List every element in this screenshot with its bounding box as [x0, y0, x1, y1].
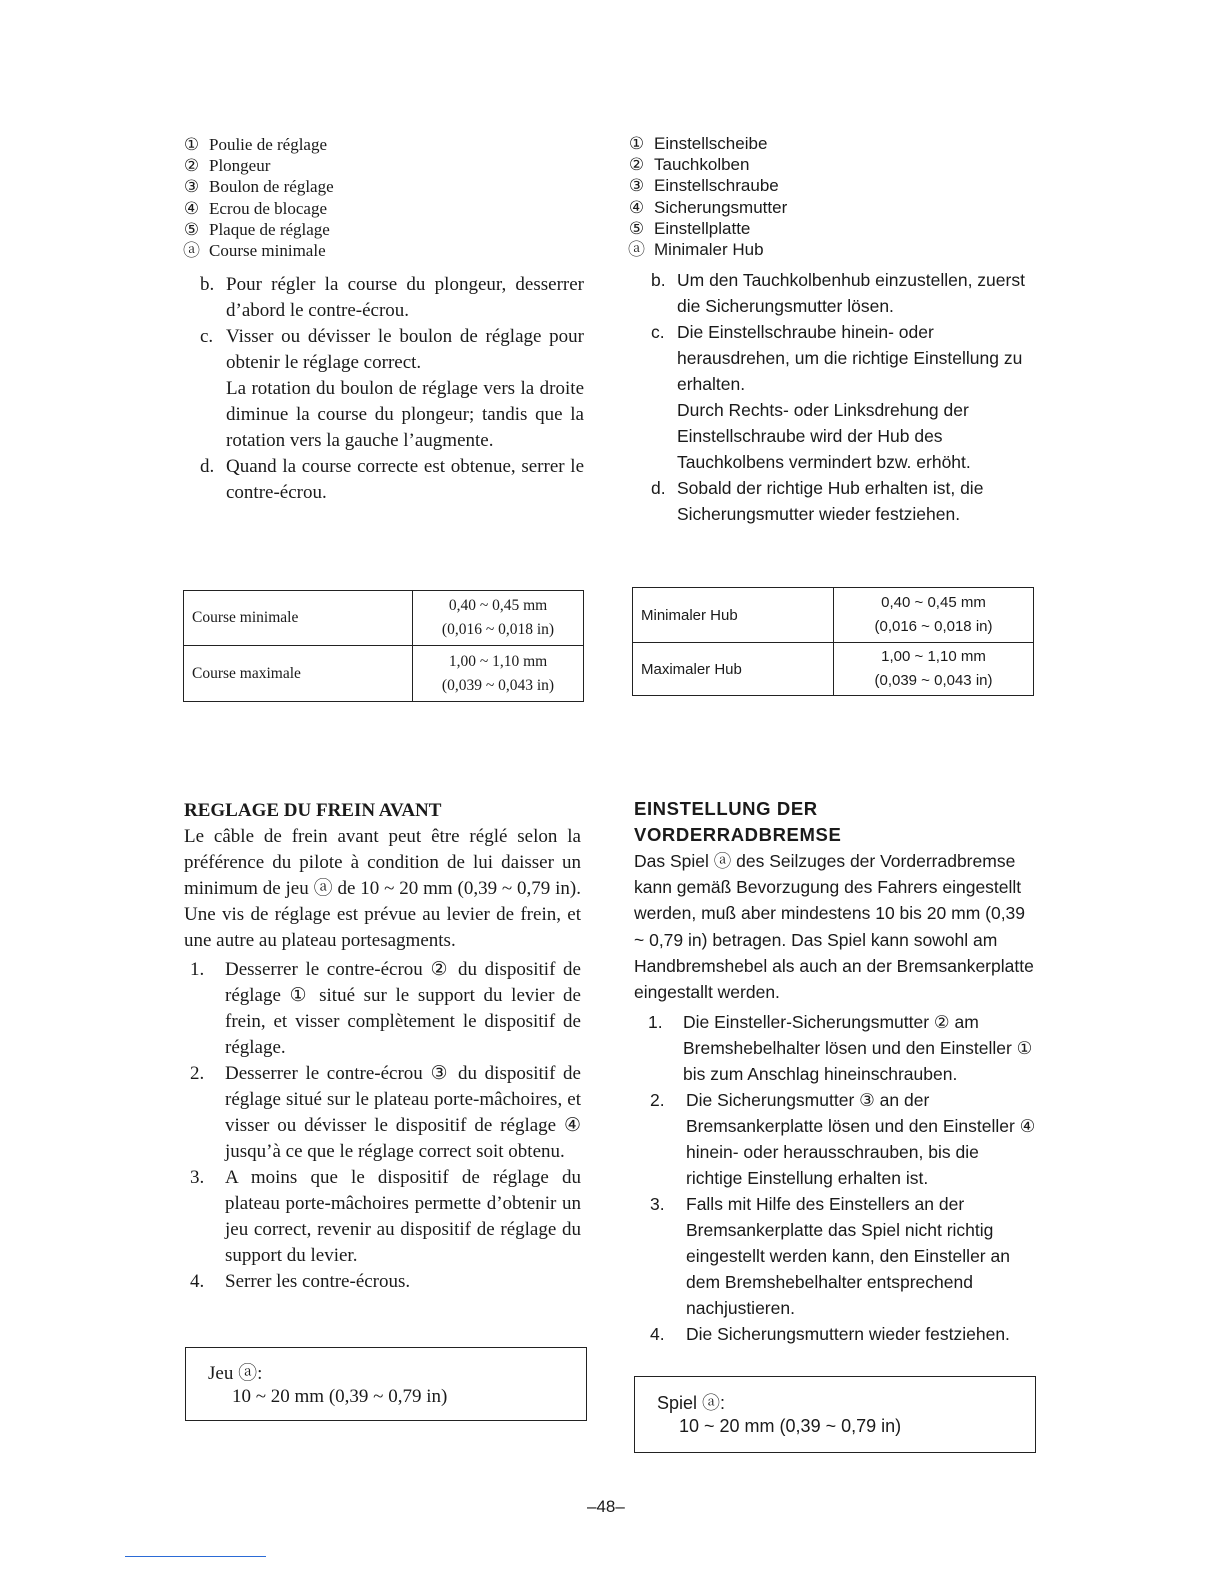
footer-rule [125, 1556, 266, 1557]
de-step-b [651, 267, 1041, 319]
step-text: Desserrer le contre-écrou ② du dispositif de réglage ① situé sur le support du levier de frein, et visser complètement le dispositif de réglage. [225, 959, 581, 1058]
de-stroke-spec-table [632, 587, 1034, 696]
legend-label: Einstellplatte [654, 218, 751, 238]
de-legend-item [628, 175, 1028, 196]
spec-value-in: (0,039 ~ 0,043 in) [441, 676, 555, 694]
step-marker: 4. [650, 1324, 665, 1345]
de-legend-item [628, 218, 1028, 239]
callout-number: ④ [628, 197, 645, 217]
step-text: Die Einsteller-Sicherungsmutter ② am Bremshebelhalter lösen und den Einsteller ① bis zum Anschlag hineinschrauben. [683, 1012, 1033, 1085]
fr-step-b [200, 272, 584, 324]
legend-label: Einstellschraube [654, 176, 779, 196]
fr-brake-section [184, 798, 581, 1295]
de-freeplay-spec-box [634, 1376, 1036, 1453]
step-marker: 3. [650, 1194, 665, 1215]
step-marker: 2. [650, 1090, 665, 1111]
step-marker: b. [200, 274, 215, 295]
spec-label: Course minimale [184, 591, 413, 646]
legend-label: Einstellscheibe [654, 134, 768, 153]
callout-number: ⑤ [628, 218, 645, 238]
callout-number: ⓐ [628, 240, 645, 260]
fr-stroke-spec-table [183, 590, 584, 702]
step-marker: d. [200, 456, 215, 477]
step-marker: c. [651, 322, 665, 342]
spec-box-label: Spiel ⓐ: [657, 1393, 726, 1413]
spec-label: Course maximale [184, 646, 413, 702]
legend-label: Poulie de réglage [209, 135, 328, 154]
step-text: Serrer les contre-écrous. [225, 1271, 411, 1292]
fr-legend-block [183, 134, 583, 261]
fr-brake-step-4 [184, 1269, 581, 1295]
fr-legend [183, 134, 583, 261]
de-brake-step-3 [634, 1191, 1036, 1321]
fr-brake-heading: REGLAGE DU FREIN AVANT [184, 800, 442, 821]
step-text: Die Sicherungsmuttern wieder festziehen. [686, 1324, 1010, 1345]
legend-label: Course minimale [209, 241, 326, 261]
step-marker: b. [651, 270, 666, 290]
callout-number: ③ [628, 176, 645, 196]
heading-line: EINSTELLUNG DER [634, 798, 818, 819]
de-brake-step-4 [634, 1321, 1036, 1347]
spec-box-label: Jeu ⓐ: [208, 1363, 263, 1384]
step-text: Um den Tauchkolbenhub einzustellen, zuerst die Sicherungsmutter lösen. [677, 270, 1025, 316]
callout-number: ⓐ [183, 241, 200, 261]
de-brake-section [634, 796, 1036, 1347]
fr-brake-step-3 [184, 1165, 581, 1269]
step-text: Sobald der richtige Hub erhalten ist, die Sicherungsmutter wieder festziehen. [677, 478, 984, 524]
step-marker: c. [200, 326, 214, 347]
callout-number: ④ [183, 198, 200, 218]
spec-value [834, 588, 1034, 643]
step-text: Falls mit Hilfe des Einstellers an der Bremsankerplatte das Spiel nicht richtig eingestellt werden kann, den Einsteller an dem Bremshebelhalter entsprechend nachjustieren. [686, 1194, 1010, 1319]
legend-label: Plaque de réglage [209, 219, 330, 239]
legend-label: Minimaler Hub [654, 240, 764, 260]
spec-label: Maximaler Hub [633, 643, 834, 696]
fr-freeplay-spec-box [185, 1347, 587, 1421]
table-row [633, 643, 1034, 696]
de-legend [628, 133, 1028, 260]
spec-value-mm: 1,00 ~ 1,10 mm [448, 652, 548, 670]
callout-number: ② [628, 155, 645, 175]
de-legend-item [628, 239, 1028, 260]
fr-brake-step-2 [184, 1061, 581, 1165]
de-legend-block [628, 133, 1028, 260]
de-brake-heading [634, 796, 1036, 848]
de-procedure-upper [651, 267, 1041, 527]
de-legend-item [628, 133, 1028, 154]
table-row [184, 591, 584, 646]
fr-legend-item [183, 240, 583, 261]
callout-number: ① [183, 135, 200, 154]
de-brake-step-1 [634, 1009, 1036, 1087]
callout-number: ② [183, 156, 200, 176]
step-text: Visser ou dévisser le boulon de réglage pour obtenir le réglage correct. [226, 326, 584, 373]
legend-label: Ecrou de blocage [209, 198, 327, 218]
legend-label: Plongeur [209, 156, 271, 176]
spec-value-mm: 1,00 ~ 1,10 mm [881, 648, 986, 665]
fr-legend-item [183, 155, 583, 176]
step-marker: 2. [190, 1063, 205, 1084]
fr-legend-item [183, 176, 583, 197]
spec-value-in: (0,016 ~ 0,018 in) [874, 618, 993, 635]
step-marker: 1. [190, 959, 205, 980]
step-marker: 3. [190, 1167, 205, 1188]
step-text: Desserrer le contre-écrou ③ du dispositif de réglage situé sur le plateau porte-mâchoires, et visser ou dévisser le dispositif de réglage ④ jusqu’à ce que le réglage correct soit obtenu. [225, 1063, 581, 1162]
spec-value [413, 591, 584, 646]
spec-box-value: 10 ~ 20 mm (0,39 ~ 0,79 in) [232, 1386, 448, 1407]
de-legend-item [628, 154, 1028, 175]
step-marker: 1. [648, 1012, 663, 1033]
fr-brake-step-1 [184, 957, 581, 1061]
step-text: A moins que le dispositif de réglage du plateau porte-mâchoires permette d’obtenir un jeu correct, revenir au dispositif de réglage du support du levier. [225, 1167, 581, 1266]
step-marker: d. [651, 478, 666, 498]
table-row [633, 588, 1034, 643]
spec-value-in: (0,039 ~ 0,043 in) [874, 672, 993, 689]
spec-value-mm: 0,40 ~ 0,45 mm [448, 597, 548, 614]
de-step-d [651, 475, 1041, 527]
de-step-c [651, 319, 1041, 475]
fr-legend-item [183, 198, 583, 219]
table-row [184, 646, 584, 702]
step-text: Die Sicherungsmutter ③ an der Bremsankerplatte lösen und den Einsteller ④ hinein- oder herausschrauben, bis die richtige Einstellung erhalten ist. [686, 1090, 1036, 1189]
callout-number: ③ [183, 177, 200, 197]
callout-number: ⑤ [183, 219, 200, 239]
spec-value [413, 646, 584, 702]
heading-line: VORDERRADBREMSE [634, 824, 842, 845]
step-text: Die Einstellschraube hinein- oder herausdrehen, um die richtige Einstellung zu erhalten. [677, 322, 1023, 394]
legend-label: Tauchkolben [654, 155, 750, 175]
step-text: Quand la course correcte est obtenue, serrer le contre-écrou. [226, 456, 584, 503]
fr-step-c [200, 324, 584, 454]
legend-label: Sicherungsmutter [654, 197, 788, 217]
fr-step-d [200, 454, 584, 506]
spec-label: Minimaler Hub [633, 588, 834, 643]
fr-legend-item [183, 219, 583, 240]
step-note: La rotation du boulon de réglage vers la droite diminue la course du plongeur; tandis que la rotation vers la gauche l’augmente. [226, 378, 584, 451]
page-number: –48– [587, 1497, 625, 1516]
spec-value-mm: 0,40 ~ 0,45 mm [881, 594, 986, 611]
step-note: Durch Rechts- oder Linksdrehung der Einstellschraube wird der Hub des Tauchkolbens vermindert bzw. erhöht. [677, 400, 971, 472]
step-marker: 4. [190, 1271, 205, 1292]
spec-box-value: 10 ~ 20 mm (0,39 ~ 0,79 in) [679, 1416, 902, 1436]
legend-label: Boulon de réglage [209, 177, 334, 197]
de-legend-item [628, 197, 1028, 218]
fr-procedure-upper [200, 272, 584, 506]
fr-legend-item [183, 134, 583, 155]
fr-brake-intro: Le câble de frein avant peut être réglé selon la préférence du pilote à condition de lui daisser un minimum de jeu ⓐ de 10 ~ 20 mm (0,39 ~ 0,79 in). Une vis de réglage est prévue au levier de frein, et une autre au plateau portesagments. [184, 826, 581, 951]
spec-value [834, 643, 1034, 696]
de-brake-step-2 [634, 1087, 1036, 1191]
callout-number: ① [628, 134, 645, 153]
step-text: Pour régler la course du plongeur, desserrer d’abord le contre-écrou. [226, 274, 584, 321]
spec-value-in: (0,016 ~ 0,018 in) [441, 621, 555, 638]
de-brake-intro: Das Spiel ⓐ des Seilzuges der Vorderradbremse kann gemäß Bevorzugung des Fahrers eingestellt werden, muß aber mindestens 10 bis 20 mm (0,39 ~ 0,79 in) betragen. Das Spiel kann sowohl am Handbremshebel als auch an der Bremsankerplatte eingestallt werden. [634, 851, 1034, 1003]
